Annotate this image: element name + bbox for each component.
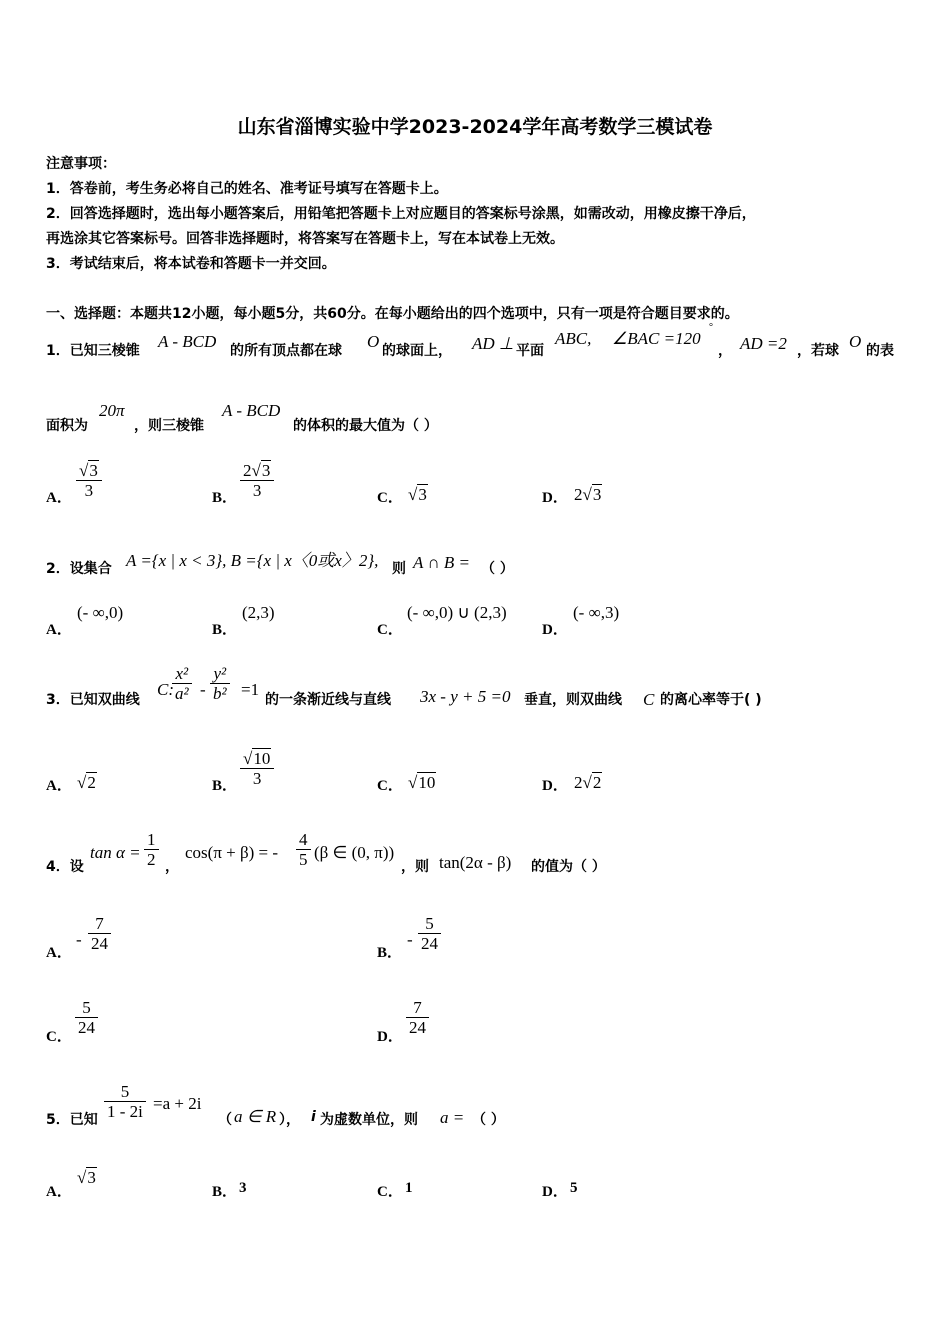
- q4-text: 的值为（ ）: [531, 859, 606, 875]
- q3-text: 的一条渐近线与直线: [265, 692, 391, 708]
- q1-text: 的表: [866, 343, 894, 359]
- q1-option-d-value: 2√3: [574, 485, 602, 504]
- q5-fraction: 5 1 - 2i: [104, 1082, 146, 1121]
- q1-option-c-value: √3: [408, 485, 427, 504]
- notice-item: 3．考试结束后，将本试卷和答题卡一并交回。: [46, 256, 336, 272]
- q2-option-d-label: D．: [542, 622, 568, 638]
- q2-option-c-label: C．: [377, 622, 403, 638]
- q4-option-c-value: 5 24: [75, 998, 98, 1037]
- q4-option-a-value: 7 24: [88, 914, 111, 953]
- q4-option-d-value: 7 24: [406, 998, 429, 1037]
- q3-option-b-label: B．: [212, 778, 238, 794]
- q1-math: 20π: [99, 401, 125, 420]
- q4-option-a-label: A．: [46, 945, 72, 961]
- q4-math: cos(π + β) = -: [185, 843, 279, 862]
- q1-option-c-label: C．: [377, 490, 403, 506]
- q4-fraction-tan: 1 2: [144, 830, 159, 869]
- q2-option-b-label: B．: [212, 622, 238, 638]
- q1-text: ，则三棱锥: [134, 418, 204, 434]
- q1-text: 的所有顶点都在球: [230, 343, 342, 359]
- q3-option-a-label: A．: [46, 778, 72, 794]
- q3-option-d-label: D．: [542, 778, 568, 794]
- q1-math: O: [849, 332, 862, 351]
- q5-option-d-value: 5: [570, 1180, 578, 1196]
- q4-math: tan(2α - β): [439, 853, 512, 872]
- q5-option-a-value: √3: [77, 1168, 96, 1187]
- q4-option-b-label: B．: [377, 945, 403, 961]
- q1-text: 的球面上，: [382, 343, 452, 359]
- q3-text: 垂直，则双曲线: [524, 692, 622, 708]
- q3-option-c-label: C．: [377, 778, 403, 794]
- q4-option-b-value: 5 24: [418, 914, 441, 953]
- q1-text: ，若球: [797, 343, 839, 359]
- q4-option-b-sign: -: [407, 930, 413, 949]
- q5-text: 为虚数单位，则: [320, 1112, 418, 1128]
- q3-fraction-y: y² b²: [210, 664, 230, 703]
- q2-text: （ ）: [481, 561, 514, 577]
- notice-item: 再选涂其它答案标号。回答非选择题时，将答案写在答题卡上，写在本试卷上无效。: [46, 231, 564, 247]
- q4-option-a-sign: -: [76, 930, 82, 949]
- q1-option-b-label: B．: [212, 490, 238, 506]
- q5-math: a ∈ R: [234, 1107, 277, 1126]
- q4-option-d-label: D．: [377, 1029, 403, 1045]
- q3-fraction-x: x² a²: [172, 664, 192, 703]
- q5-text: （ ）: [472, 1112, 505, 1128]
- q3-option-a-value: √2: [77, 773, 96, 792]
- q4-text: ，则: [401, 859, 429, 875]
- q2-option-b-value: (2,3): [242, 603, 275, 622]
- q1-math: AD =2: [740, 334, 787, 353]
- q1-text: 平面: [516, 343, 544, 359]
- q5-option-a-label: A．: [46, 1184, 72, 1200]
- q5-option-c-label: C．: [377, 1184, 403, 1200]
- q1-text: 面积为: [46, 418, 88, 434]
- q5-option-c-value: 1: [405, 1180, 413, 1196]
- q3-math: =1: [241, 680, 260, 699]
- q5-math: a =: [440, 1108, 465, 1127]
- q1-math: A - BCD: [222, 401, 281, 420]
- q5-text: ），: [279, 1112, 300, 1128]
- q1-option-b-value: 2√3 3: [240, 461, 274, 500]
- q2-math: A ={x | x < 3}, B ={x | x〈0或x〉2},: [126, 551, 379, 570]
- q3-text: 3．已知双曲线: [46, 692, 140, 708]
- q1-math: AD ⊥: [472, 334, 514, 353]
- q4-math: (β ∈ (0, π)): [314, 843, 395, 862]
- q1-option-a-value: √3 3: [76, 461, 102, 500]
- q2-option-a-label: A．: [46, 622, 72, 638]
- q5-option-b-label: B．: [212, 1184, 238, 1200]
- q3-math: C:: [157, 680, 174, 699]
- q3-minus: -: [200, 680, 206, 699]
- q5-math: i: [311, 1109, 316, 1125]
- q1-option-a-label: A．: [46, 490, 72, 506]
- q5-text: （: [218, 1112, 232, 1128]
- q2-option-c-value: (- ∞,0) ∪ (2,3): [407, 603, 507, 622]
- q4-option-c-label: C．: [46, 1029, 72, 1045]
- q2-option-d-value: (- ∞,3): [573, 603, 620, 622]
- q1-math: ABC,: [555, 329, 592, 348]
- q3-option-d-value: 2√2: [574, 773, 602, 792]
- q5-option-b-value: 3: [239, 1180, 247, 1196]
- section-heading: 一、选择题：本题共12小题，每小题5分，共60分。在每小题给出的四个选项中，只有一项是符合题目要求的。: [46, 306, 739, 322]
- q1-math: A - BCD: [158, 332, 217, 351]
- q2-option-a-value: (- ∞,0): [77, 603, 124, 622]
- q4-text: 4．设: [46, 859, 84, 875]
- q4-text: ，: [165, 859, 179, 875]
- q2-math: A ∩ B =: [413, 553, 470, 572]
- q1-math: O: [367, 332, 380, 351]
- q3-text: 的离心率等于( ): [660, 692, 762, 708]
- q3-math: C: [643, 690, 655, 709]
- q1-text: ，: [718, 343, 732, 359]
- q1-degree: °: [709, 322, 713, 333]
- q1-text: 的体积的最大值为（ ）: [293, 418, 438, 434]
- notice-item: 2．回答选择题时，选出每小题答案后，用铅笔把答题卡上对应题目的答案标号涂黑，如需改动，用橡皮擦干净后，: [46, 206, 756, 222]
- q1-option-d-label: D．: [542, 490, 568, 506]
- q3-math: 3x - y + 5 =0: [420, 687, 511, 706]
- q2-text: 2．设集合: [46, 561, 112, 577]
- q2-text: 则: [392, 561, 406, 577]
- q1-math: ∠BAC =120: [612, 329, 701, 348]
- notice-item: 1．答卷前，考生务必将自己的姓名、准考证号填写在答题卡上。: [46, 181, 448, 197]
- page-title: 山东省淄博实验中学2023-2024学年高考数学三模试卷: [237, 116, 713, 138]
- q4-math: tan α =: [90, 843, 141, 862]
- notice-heading: 注意事项：: [46, 156, 116, 172]
- q1-text: 1．已知三棱锥: [46, 343, 140, 359]
- q5-option-d-label: D．: [542, 1184, 568, 1200]
- q4-fraction-cos: 4 5: [296, 830, 311, 869]
- q5-math: =a + 2i: [153, 1094, 202, 1113]
- q3-option-c-value: √10: [408, 773, 436, 792]
- q5-text: 5．已知: [46, 1112, 98, 1128]
- q3-option-b-value: √10 3: [240, 749, 274, 788]
